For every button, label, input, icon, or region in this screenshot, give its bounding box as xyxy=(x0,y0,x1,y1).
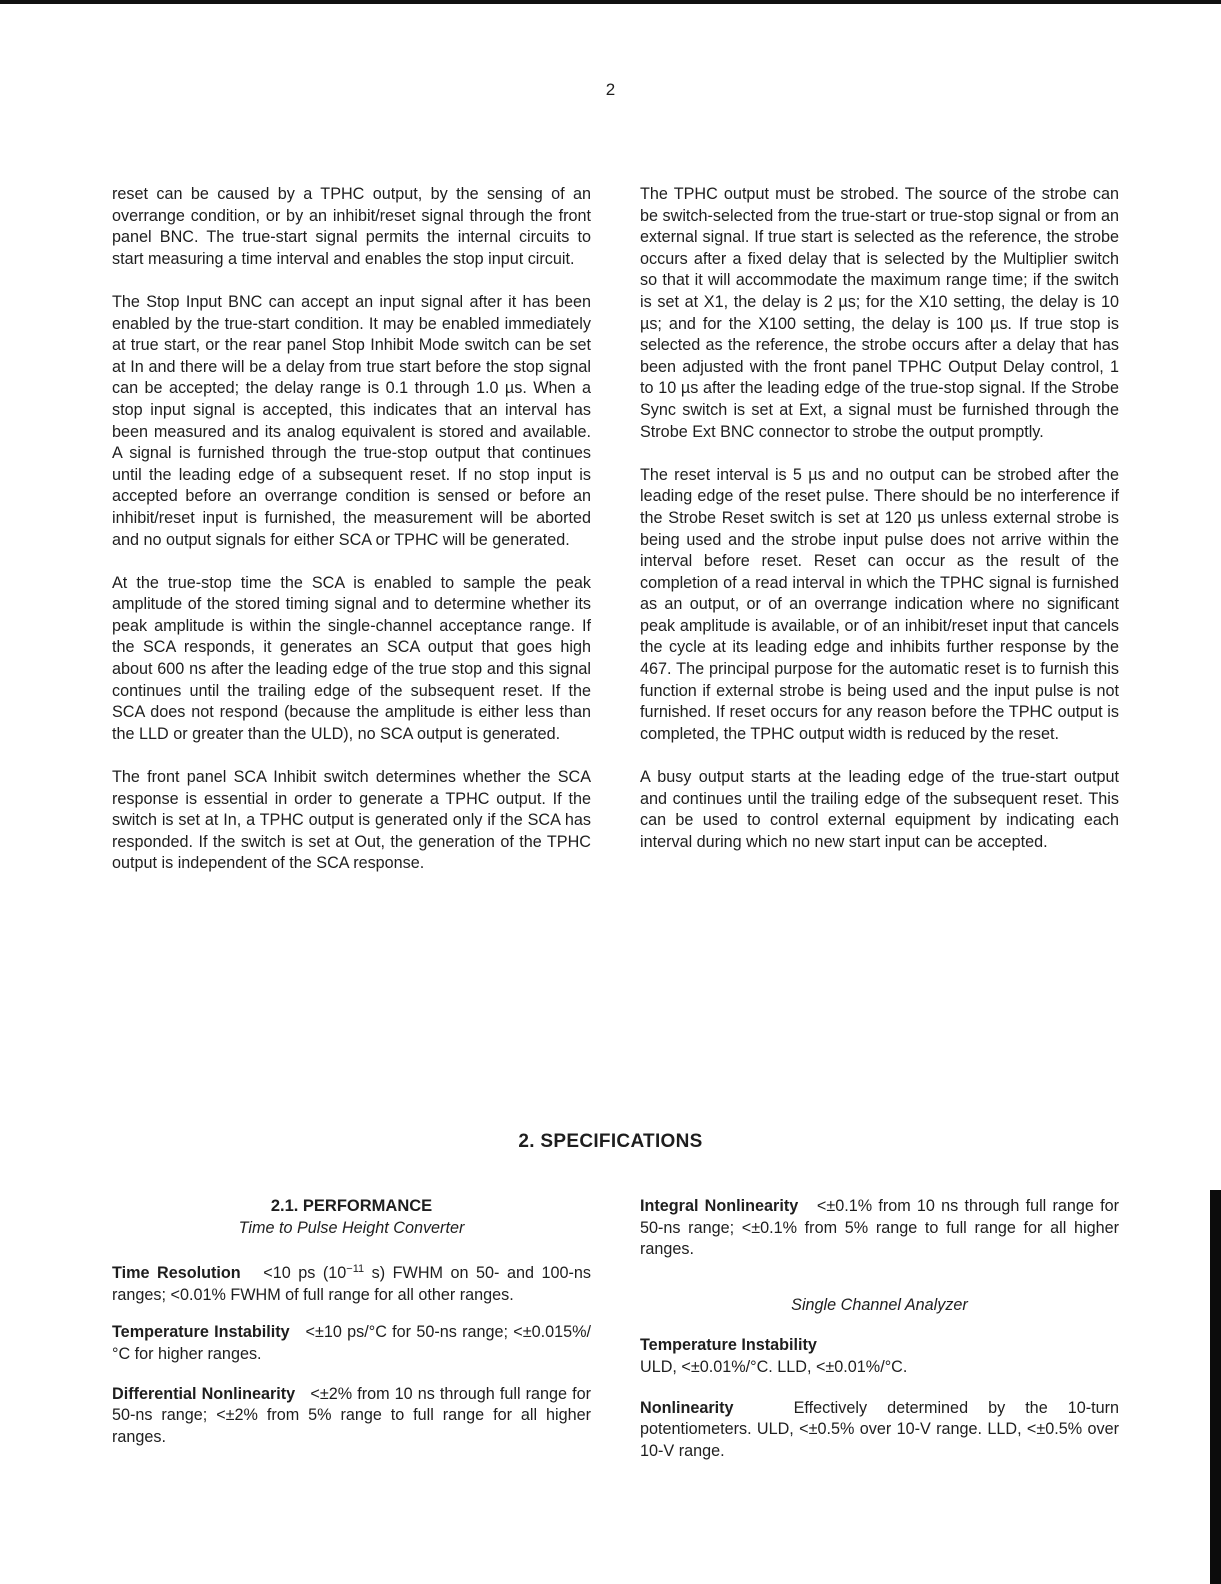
spec-sca-nonlinearity xyxy=(640,1398,1119,1463)
right-scan-edge xyxy=(1210,1190,1221,1584)
spec-integral-nonlinearity xyxy=(640,1196,1119,1261)
paragraph: At the true-stop time the SCA is enabled to sample the peak amplitude of the stored timing signal and to determine whether its peak amplitude is within the single-channel acceptance range. If the SCA responds, it generates an SCA output that goes high about 600 ns after the leading edge of the true stop and this signal continues until the trailing edge of the subsequent reset. If the SCA does not respond (because the amplitude is either less than the LLD or greater than the ULD), no SCA output is generated. xyxy=(112,573,591,743)
subsection-caption: Single Channel Analyzer xyxy=(791,1295,968,1314)
spec-text: <±10 ps/°C for 50-ns range; <±0.015%/°C for higher ranges. xyxy=(112,1323,591,1363)
spec-text: <10 ps (10 xyxy=(263,1264,347,1283)
section-heading: 2. SPECIFICATIONS xyxy=(518,1131,703,1152)
spec-superscript: −11 xyxy=(346,1263,365,1276)
spec-term: Differential Nonlinearity xyxy=(112,1384,296,1403)
spec-text: <±0.1% from 10 ns through full range for 50-ns range; <±0.1% from 5% range to full range for all higher ranges. xyxy=(640,1197,1119,1259)
spec-term: Nonlinearity xyxy=(640,1398,734,1417)
spec-right-column xyxy=(640,1196,1119,1462)
spec-term: Temperature Instability xyxy=(640,1336,817,1355)
paragraph: A busy output starts at the leading edge of the true-start output and continues until the trailing edge of the subsequent reset. This can be used to control external equipment by indicating each interval during which no new start input can be accepted. xyxy=(640,768,1119,851)
spec-differential-nonlinearity xyxy=(112,1384,591,1449)
subsection-heading: 2.1. PERFORMANCE xyxy=(270,1197,433,1215)
spec-left-column xyxy=(112,1196,591,1448)
subsection-caption: Time to Pulse Height Converter xyxy=(238,1218,465,1237)
left-text-column xyxy=(112,184,591,875)
paragraph: The front panel SCA Inhibit switch determines whether the SCA response is essential in order to generate a TPHC output. If the switch is set at In, a TPHC output is generated only if the SCA has responded. If the switch is set at Out, the generation of the TPHC output is independent of the SCA response. xyxy=(112,768,591,873)
spec-sca-temperature-instability xyxy=(640,1335,1119,1378)
spec-text: s) FWHM on 50- and 100-ns ranges; <0.01% FWHM of full range for all other ranges. xyxy=(112,1264,592,1304)
spec-text: <±2% from 10 ns through full range for 50-ns range; <±2% from 5% range to full range for all higher ranges. xyxy=(112,1384,591,1446)
spec-term: Temperature Instability xyxy=(112,1323,290,1342)
page-number: 2 xyxy=(605,80,616,99)
spec-time-resolution xyxy=(112,1259,591,1306)
right-text-column xyxy=(640,184,1119,853)
paragraph: reset can be caused by a TPHC output, by the sensing of an overrange condition, or by an inhibit/reset signal through the front panel BNC. The true-start signal permits the internal circuits to start measuring a time interval and enables the stop input circuit. xyxy=(112,185,591,268)
spec-text: ULD, <±0.01%/°C. LLD, <±0.01%/°C. xyxy=(640,1357,908,1376)
paragraph: The TPHC output must be strobed. The source of the strobe can be switch-selected from the true-start or true-stop signal or from an external signal. If true start is selected as the reference, the strobe occurs after a fixed delay that is selected by the Multiplier switch so that it will accommodate the maximum range time; if the switch is set at X1, the delay is 2 µs; for the X10 setting, the delay is 10 µs; and for the X100 setting, the delay is 100 µs. If true stop is selected as the reference, the strobe occurs after a delay that has been adjusted with the front panel TPHC Output Delay control, 1 to 10 µs after the leading edge of the true-stop signal. If the Strobe Sync switch is set at Ext, a signal must be furnished through the Strobe Ext BNC connector to strobe the output promptly. xyxy=(640,185,1119,441)
spec-term: Time Resolution xyxy=(112,1264,241,1283)
paragraph: The Stop Input BNC can accept an input signal after it has been enabled by the true-start condition. It may be enabled immediately at true start, or the rear panel Stop Inhibit Mode switch can be set at In and there will be a delay from true start before the stop signal can be accepted; the delay range is 0.1 through 1.0 µs. When a stop input signal is accepted, this indicates that an interval has been measured and its analog equivalent is stored and available. A signal is furnished through the true-stop output that continues until the leading edge of a subsequent reset. If no stop input is accepted before an overrange condition is sensed or before an inhibit/reset input is furnished, the measurement will be aborted and no output signals for either SCA or TPHC will be generated. xyxy=(112,292,591,549)
top-scan-edge xyxy=(0,0,1221,4)
spec-temperature-instability xyxy=(112,1322,591,1365)
spec-text: Effectively determined by the 10-turn potentiometers. ULD, <±0.5% over 10-V range. LLD, <±0.5% over 10-V range. xyxy=(640,1398,1119,1460)
spec-term: Integral Nonlinearity xyxy=(640,1197,799,1215)
paragraph: The reset interval is 5 µs and no output can be strobed after the leading edge of the reset pulse. There should be no interference if the Strobe Reset switch is set at 120 µs unless external strobe is being used and the strobe input pulse does not arrive within the interval before reset. Reset can occur as the result of the completion of a read interval in which the TPHC signal is furnished as an output, or of an overrange indication where no significant peak amplitude is available, or of an inhibit/reset input that cancels the cycle at its leading edge and inhibits further response by the 467. The principal purpose for the automatic reset is to furnish this function if external strobe is being used and the input pulse is not furnished. If reset occurs for any reason before the TPHC output is completed, the TPHC output width is reduced by the reset. xyxy=(640,465,1119,743)
